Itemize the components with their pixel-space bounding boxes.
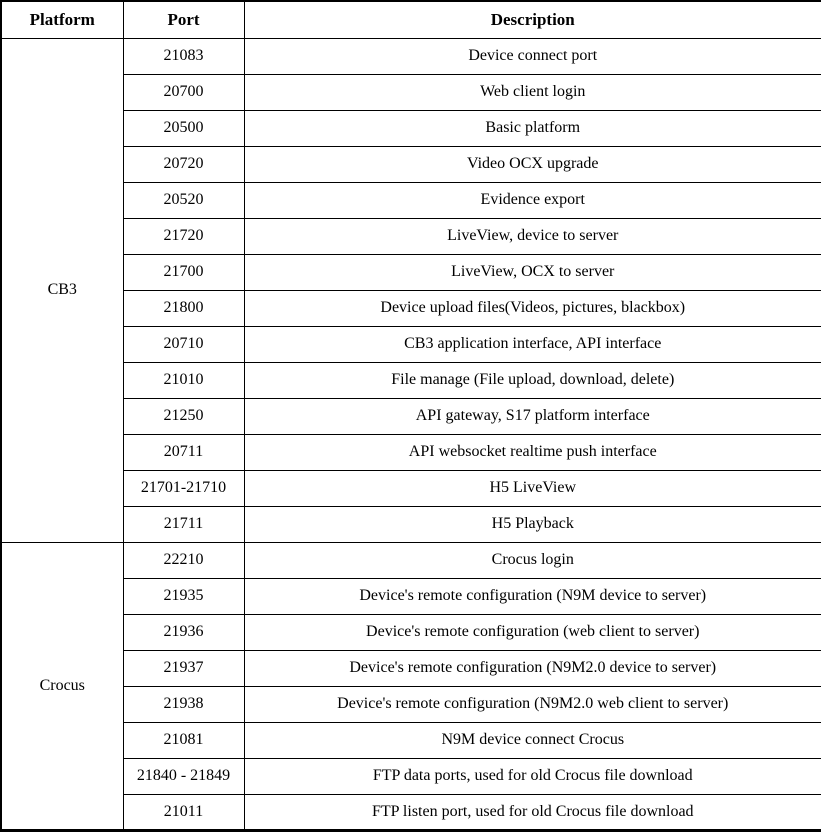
description-cell: Device's remote configuration (N9M2.0 device to server) — [244, 650, 821, 686]
port-cell: 21840 - 21849 — [123, 758, 244, 794]
port-cell: 21938 — [123, 686, 244, 722]
description-cell: Web client login — [244, 74, 821, 110]
table-row — [1, 686, 821, 722]
table-row — [1, 614, 821, 650]
description-cell: Device's remote configuration (N9M2.0 web client to server) — [244, 686, 821, 722]
table-row — [1, 110, 821, 146]
column-header-platform: Platform — [1, 1, 123, 38]
port-cell: 21935 — [123, 578, 244, 614]
port-cell: 20720 — [123, 146, 244, 182]
table-row — [1, 650, 821, 686]
table-row — [1, 74, 821, 110]
description-cell: LiveView, device to server — [244, 218, 821, 254]
description-cell: Basic platform — [244, 110, 821, 146]
port-cell: 21800 — [123, 290, 244, 326]
port-cell: 20711 — [123, 434, 244, 470]
table-body — [1, 38, 821, 830]
table-header-row — [1, 1, 821, 38]
column-header-description: Description — [244, 1, 821, 38]
description-cell: FTP listen port, used for old Crocus file download — [244, 794, 821, 830]
table-row — [1, 578, 821, 614]
port-cell: 22210 — [123, 542, 244, 578]
port-cell: 20700 — [123, 74, 244, 110]
table-row — [1, 362, 821, 398]
column-header-port: Port — [123, 1, 244, 38]
description-cell: LiveView, OCX to server — [244, 254, 821, 290]
platform-cell: Crocus — [1, 542, 123, 830]
description-cell: File manage (File upload, download, delete) — [244, 362, 821, 398]
description-cell: FTP data ports, used for old Crocus file download — [244, 758, 821, 794]
description-cell: Evidence export — [244, 182, 821, 218]
table-row — [1, 398, 821, 434]
port-cell: 21701-21710 — [123, 470, 244, 506]
description-cell: Device's remote configuration (N9M device to server) — [244, 578, 821, 614]
description-cell: H5 LiveView — [244, 470, 821, 506]
description-cell: API websocket realtime push interface — [244, 434, 821, 470]
table-row — [1, 38, 821, 74]
description-cell: API gateway, S17 platform interface — [244, 398, 821, 434]
port-cell: 21250 — [123, 398, 244, 434]
table-row — [1, 758, 821, 794]
port-cell: 21711 — [123, 506, 244, 542]
port-cell: 20710 — [123, 326, 244, 362]
description-cell: Device upload files(Videos, pictures, blackbox) — [244, 290, 821, 326]
port-cell: 20500 — [123, 110, 244, 146]
port-cell: 21700 — [123, 254, 244, 290]
port-cell: 21010 — [123, 362, 244, 398]
table-row — [1, 434, 821, 470]
table-row — [1, 290, 821, 326]
port-cell: 21936 — [123, 614, 244, 650]
table-row — [1, 182, 821, 218]
table-row — [1, 218, 821, 254]
port-cell: 21720 — [123, 218, 244, 254]
description-cell: H5 Playback — [244, 506, 821, 542]
description-cell: CB3 application interface, API interface — [244, 326, 821, 362]
port-cell: 21937 — [123, 650, 244, 686]
table-row — [1, 506, 821, 542]
port-cell: 21081 — [123, 722, 244, 758]
table-row — [1, 146, 821, 182]
table-row — [1, 722, 821, 758]
description-cell: Crocus login — [244, 542, 821, 578]
port-cell: 21083 — [123, 38, 244, 74]
table-row — [1, 542, 821, 578]
description-cell: Video OCX upgrade — [244, 146, 821, 182]
description-cell: Device connect port — [244, 38, 821, 74]
port-cell: 21011 — [123, 794, 244, 830]
description-cell: N9M device connect Crocus — [244, 722, 821, 758]
table-row — [1, 470, 821, 506]
platform-cell: CB3 — [1, 38, 123, 542]
port-cell: 20520 — [123, 182, 244, 218]
description-cell: Device's remote configuration (web client to server) — [244, 614, 821, 650]
table-row — [1, 254, 821, 290]
table-row — [1, 326, 821, 362]
